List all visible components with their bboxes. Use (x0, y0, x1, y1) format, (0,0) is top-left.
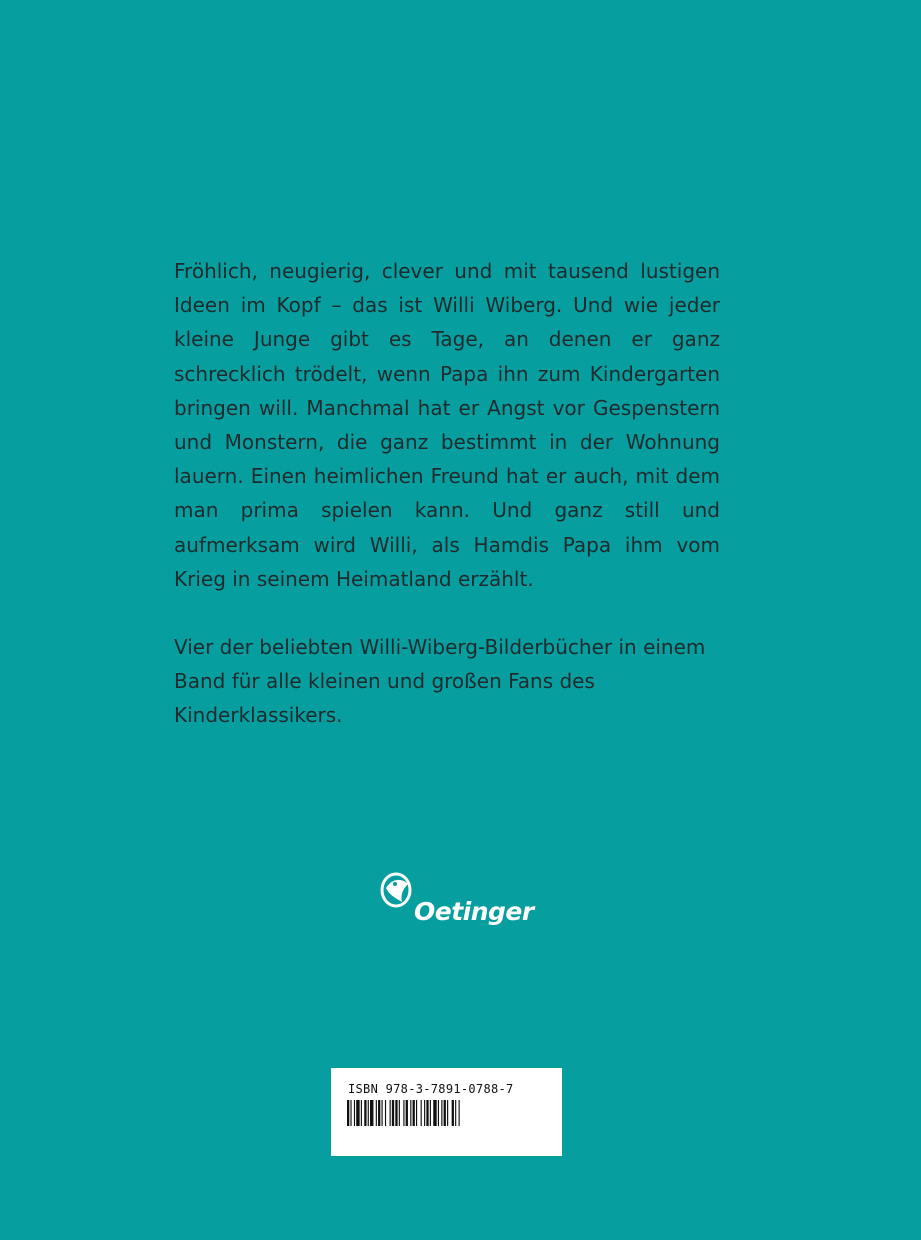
barcode-bar (378, 1100, 380, 1126)
barcode-bar (385, 1100, 386, 1126)
barcode-bar (382, 1100, 383, 1126)
barcode-bar (399, 1100, 400, 1126)
publisher-logo (378, 868, 534, 934)
oetinger-bird-icon (378, 868, 418, 912)
barcode-bar (364, 1100, 366, 1126)
barcode-bar (368, 1100, 369, 1126)
blurb-paragraph-1: Fröhlich, neugierig, clever und mit tausend lustigen Ideen im Kopf – das ist Willi Wiberg. Und wie jeder kleine Junge gibt es Tage, an denen er ganz schrecklich trödelt, wenn Papa ihn zum Kindergarten bringen will. Manchmal hat er Angst vor Gespenstern und Monstern, die ganz bestimmt in der Wohnung lauern. Einen heimlichen Freund hat er auch, mit dem man prima spielen kann. Und ganz still und aufmerksam wird Willi, als Hamdis Papa ihm vom Krieg in seinem Heimatland erzählt. (174, 259, 720, 591)
barcode-bar (370, 1100, 373, 1126)
barcode-bar (354, 1100, 355, 1126)
barcode-bar (452, 1100, 454, 1126)
barcode-bar (430, 1100, 431, 1126)
isbn-number: ISBN 978-3-7891-0788-7 (348, 1082, 514, 1096)
barcode-bar (441, 1100, 442, 1126)
barcode-bar (410, 1100, 411, 1126)
barcode-bar (395, 1100, 397, 1126)
barcode-bar (416, 1100, 417, 1126)
publisher-name: Oetinger (414, 897, 534, 926)
barcode-bar (455, 1100, 456, 1126)
barcode-bar (406, 1100, 408, 1126)
barcode-bar (413, 1100, 415, 1126)
barcode-bar (421, 1100, 422, 1126)
barcode-bar (392, 1100, 394, 1126)
barcode-bar (376, 1100, 377, 1126)
barcode-bar (444, 1100, 446, 1126)
barcode-bar (424, 1100, 425, 1126)
barcode-bar (433, 1100, 436, 1126)
barcode-bar (361, 1100, 362, 1126)
barcode-bar (350, 1100, 351, 1126)
barcode-bar (447, 1100, 448, 1126)
barcode-bar (459, 1100, 460, 1126)
barcode-bar (390, 1100, 391, 1126)
barcode-bar (356, 1100, 359, 1126)
barcode-bar (438, 1100, 439, 1126)
barcode-bar (426, 1100, 428, 1126)
barcode-bars (347, 1100, 503, 1126)
blurb-paragraph-2: Vier der beliebten Willi-Wiberg-Bilderbücher in einem Band für alle kleinen und großen Fans des Kinderklassikers. (174, 635, 706, 728)
back-cover-blurb (174, 254, 720, 733)
barcode-bar (347, 1100, 349, 1126)
barcode-bar (403, 1100, 404, 1126)
barcode-label (331, 1068, 562, 1156)
